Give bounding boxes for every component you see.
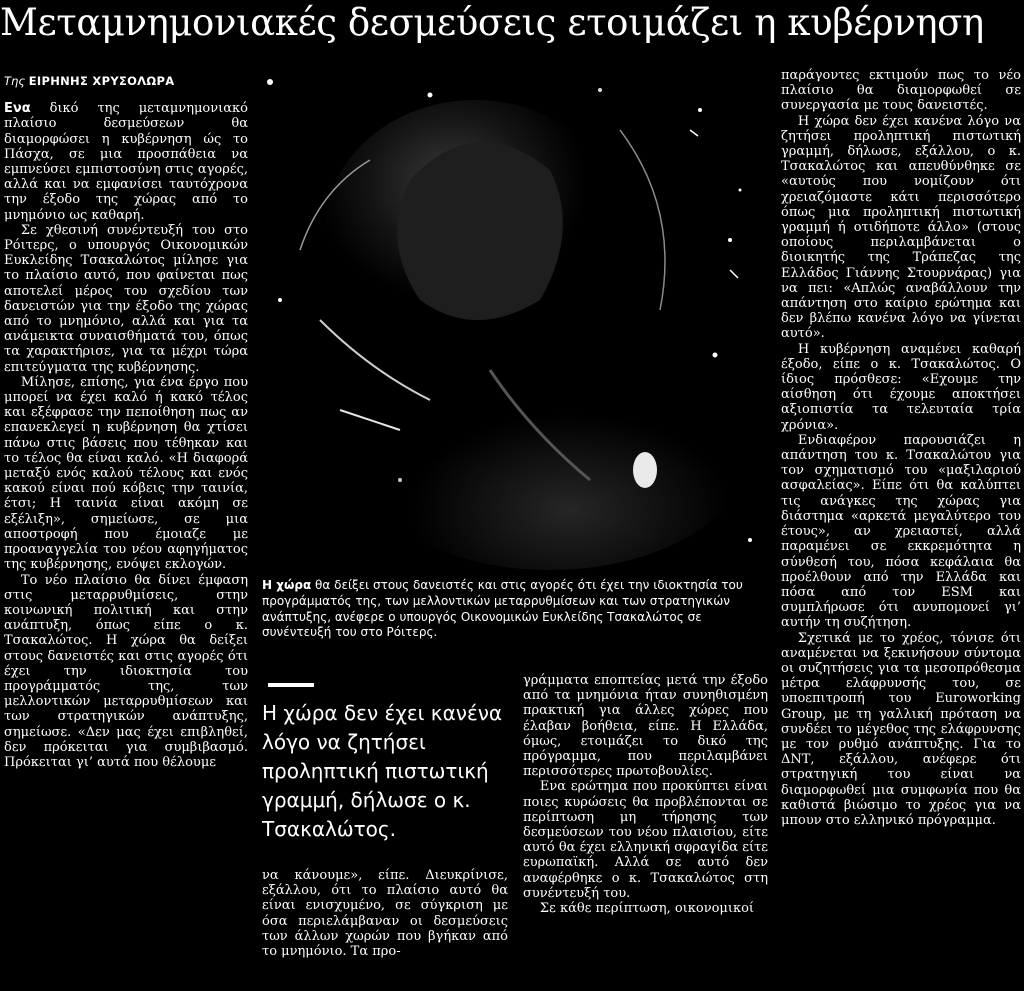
paragraph: Το νέο πλαίσιο θα δίνει έμφαση στις μεταρρυθμίσεις, στην κοινωνική πολιτική και στην ανάπτυξη, όπως είπε ο κ. Τσακαλώτος. Η χώρα θα δείξει στους δανειστές και στις αγορές ότι έχει την ιδιοκτησία του προγράμματός της, των μελλοντικών μεταρρυθμίσεων και των στρατηγικών ανάπτυξης, σημείωσε. «Δεν μας έχει επιβληθεί, δεν πρόκειται για συμβιβασμό. Πρόκειται γι’ αυτά που θέλουμε [4,572,248,770]
paragraph: Η κυβέρνηση αναμένει καθαρή έξοδο, είπε ο κ. Τσακαλώτος. Ο ίδιος πρόσθεσε: «Εχουμε την αίσθηση ότι έχουμε αποκτήσει αξιοπιστία τα τελευταία τρία χρόνια». [781,341,1021,433]
column-4 [781,68,1021,991]
caption-lead: Η χώρα [262,578,312,592]
byline-prefix: Της [4,74,26,88]
paragraph: παράγοντες εκτιμούν πως το νέο πλαίσιο θα διαμορφωθεί σε συνεργασία με τους δανειστές. [781,68,1021,114]
paragraph: Ενα ερώτημα που προκύπτει είναι ποιες κυρώσεις θα προβλέπονται σε περίπτωση μη τήρησης των δεσμεύσεων του νέου πλαισίου, είτε αυτό θα έχει ελληνική σφραγίδα είτε ευρωπαϊκή. Αλλά σε αυτό δεν αναφέρθηκε ο κ. Τσακαλώτος στη συνέντευξή του. [523,779,768,901]
paragraph-text: δικό της μεταμνημονιακό πλαίσιο δεσμεύσεων θα διαμορφώσει η κυβέρνηση ώς το Πάσχα, σε μια προσπάθεια να εμπνεύσει εμπιστοσύνη στις αγορές, αλλά και να εμφανίσει ταυτόχρονα την έξοδο της χώρας από το μνημόνιο ως καθαρή. [4,101,248,223]
byline-author: ΕΙΡΗΝΗΣ ΧΡΥΣΟΛΩΡΑ [28,74,175,88]
pull-quote-text: Η χώρα δεν έχει κανένα λόγο να ζητήσει προληπτική πιστωτική γραμμή, δήλωσε ο κ. Τσακαλώτος. [262,701,503,841]
paragraph: Ενδιαφέρον παρουσιάζει η απάντηση του κ. Τσακαλώτου για τον σχηματισμό του «μαξιλαριού ασφαλείας». Είπε ότι θα καλύπτει τις ανάγκες της χώρας για διάστημα «αρκετά μεγαλύτερο του έτους», αν χρειαστεί, αλλά παραμένει σε εκκρεμότητα η σύνθεσή του, πόσα κεφάλαια θα προέλθουν από την Ελλάδα και πόσα από τον ESM και συμπλήρωσε ότι ανυπομονεί γι’ αυτήν τη συζήτηση. [781,432,1021,631]
photo-caption [262,578,768,658]
column-3 [523,673,768,991]
paragraph: Σε κάθε περίπτωση, οικονομικοί [539,901,755,917]
paragraph: Σε χθεσινή συνέντευξή του στο Ρόιτερς, ο υπουργός Οικονομικών Ευκλείδης Τσακαλώτος μίλησε για το πλαίσιο αυτό, που φαίνεται πως αποτελεί μέρος του σχεδίου των δανειστών για την έξοδο της χώρας από το μνημόνιο, αλλά και για τα ανάμεικτα συναισθήματά του, όπως τα χαρακτήρισε, για τα μέχρι τώρα επιτεύγματα της κυβέρνησης. [4,222,248,375]
column-2 [262,868,508,991]
caption-text: θα δείξει στους δανειστές και στις αγορές ότι έχει την ιδιοκτησία του προγράμματός της, των μελλοντικών μεταρρυθμίσεων και των στρατηγικών ανάπτυξης, ανέφερε ο υπουργός Οικονομικών Ευκλείδης Τσακαλώτος σε συνέντευξή του στο Ρόιτερς. [262,578,743,640]
paragraph: Μίλησε, επίσης, για ένα έργο που μπορεί να έχει καλό ή κακό τέλος και εξέφρασε την πεποίθηση πως αν επανεκλεγεί η κυβέρνηση θα χτίσει πάνω στις βάσεις που τέθηκαν και το τέλος θα είναι καλό. «Η διαφορά μεταξύ ενός καλού τέλους και ενός κακού είναι πού κόβεις την ταινία, έτσι; Η ταινία είναι ακόμη σε εξέλιξη», σημείωσε, σε μια αποστροφή που έμοιαζε με προαναγγελία του νέου αφηγήματος της κυβέρνησης, ενόψει εκλογών. [4,374,248,573]
pull-quote-rule [268,683,314,687]
paragraph: Η χώρα δεν έχει κανένα λόγο να ζητήσει προληπτική πιστωτική γραμμή, δήλωσε, εξάλλου, ο κ. Τσακαλώτος και απευθύνθηκε σε «αυτούς που νομίζουν ότι χρειαζόμαστε κάτι περισσότερο όπως μια προληπτική πιστωτική γραμμή ή οτιδήποτε άλλο» (στους οποίους περιλαμβάνεται ο διοικητής της Τράπεζας της Ελλάδος Γιάννης Στουρνάρας) για να πει: «Απλώς αναβάλλουν την απάντηση στο καίριο ερώτημα και δεν βλέπω κανένα λόγο να γίνεται αυτό». [781,113,1021,342]
paragraph: γράμματα εποπτείας μετά την έξοδο από τα μνημόνια ήταν συνηθισμένη πρακτική για άλλες χώρες που έλαβαν βοήθεια, είπε. Η Ελλάδα, όμως, ετοιμάζει το δικό της πρόγραμμα, που περιλαμβάνει περισσότερες πρωτοβουλίες. [523,673,768,780]
byline [4,74,248,89]
paragraph [4,101,248,223]
paragraph: Σχετικά με το χρέος, τόνισε ότι αναμένεται να ξεκινήσουν σύντομα οι συζητήσεις για τα μεσοπρόθεσμα μέτρα ελάφρυνσής του, σε υποεπιτροπή του Euroworking Group, με τη γαλλική πρόταση να συνδέει το μέγεθος της ελάφρυνσης με τον ρυθμό ανάπτυξης. Για το ΔΝΤ, εξάλλου, ανέφερε ότι στρατηγική του είναι να διαμορφωθεί μια συμφωνία που θα καθιστά βιώσιμο το χρέος για να μπουν στο ελληνικό πρόγραμμα. [781,630,1021,828]
headline: Μεταμνημονιακές δεσμεύσεις ετοιμάζει η κυβέρνηση [0,1,984,44]
photo-image [260,70,770,570]
column-1 [4,68,248,991]
lead-word: Ενα [4,101,31,117]
paragraph: να κάνουμε», είπε. Διευκρίνισε, εξάλλου, ότι το πλαίσιο αυτό θα είναι ενισχυμένο, σε σύγκριση με όσα περιελάμβαναν οι δεσμεύσεις των άλλων χωρών που βγήκαν από το μνημόνιο. Τα προ- [262,868,508,960]
pull-quote [262,683,508,853]
article-photo [260,70,770,570]
